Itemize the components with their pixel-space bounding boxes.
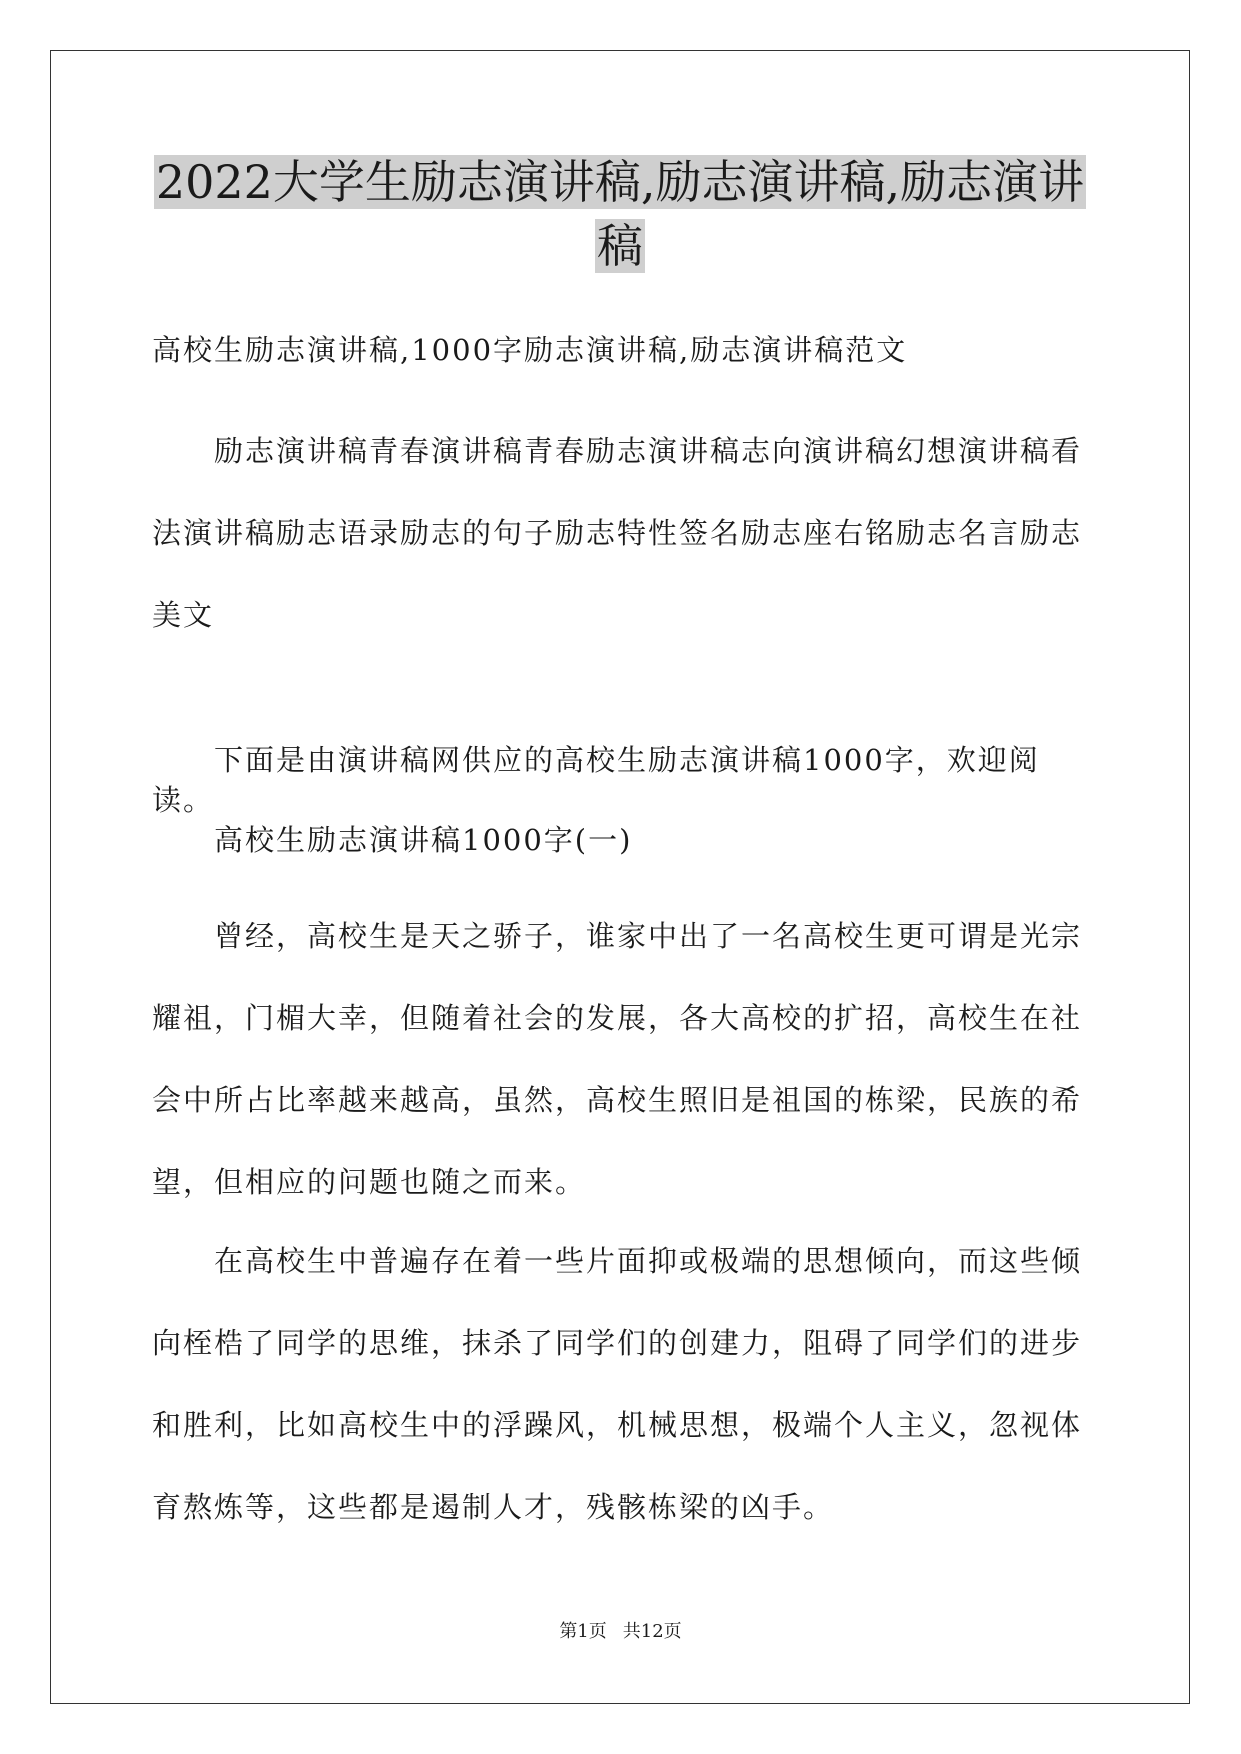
subtitle: 高校生励志演讲稿,1000字励志演讲稿,励志演讲稿范文 bbox=[152, 333, 908, 367]
title-line-2: 稿 bbox=[597, 219, 643, 273]
page-total: 共12页 bbox=[622, 1621, 682, 1642]
body-paragraph-1: 曾经，高校生是天之骄子，谁家中出了一名高校生更可谓是光宗耀祖，门楣大幸，但随着社会的发展，各大高校的扩招，高校生在社会中所占比率越来越高，虽然，高校生照旧是祖国的栋梁，民族的希望，但相应的问题也随之而来。 bbox=[152, 919, 1083, 1199]
page-footer bbox=[0, 1620, 1241, 1644]
title-line-1: 2022大学生励志演讲稿,励志演讲稿,励志演讲 bbox=[155, 155, 1085, 209]
page-number: 第1页 bbox=[559, 1621, 607, 1642]
keywords-paragraph: 励志演讲稿青春演讲稿青春励志演讲稿志向演讲稿幻想演讲稿看法演讲稿励志语录励志的句子励志特性签名励志座右铭励志名言励志美文 bbox=[152, 434, 1083, 632]
body-paragraph-2: 在高校生中普遍存在着一些片面抑或极端的思想倾向，而这些倾向桎梏了同学的思维，抹杀了同学们的创建力，阻碍了同学们的进步和胜利，比如高校生中的浮躁风，机械思想，极端个人主义，忽视体育熬炼等，这些都是遏制人才，残骸栋梁的凶手。 bbox=[152, 1244, 1083, 1524]
intro-paragraph: 下面是由演讲稿网供应的高校生励志演讲稿1000字，欢迎阅读。 bbox=[152, 743, 1040, 817]
document-title bbox=[152, 150, 1088, 278]
section-heading: 高校生励志演讲稿1000字(一) bbox=[214, 823, 633, 857]
